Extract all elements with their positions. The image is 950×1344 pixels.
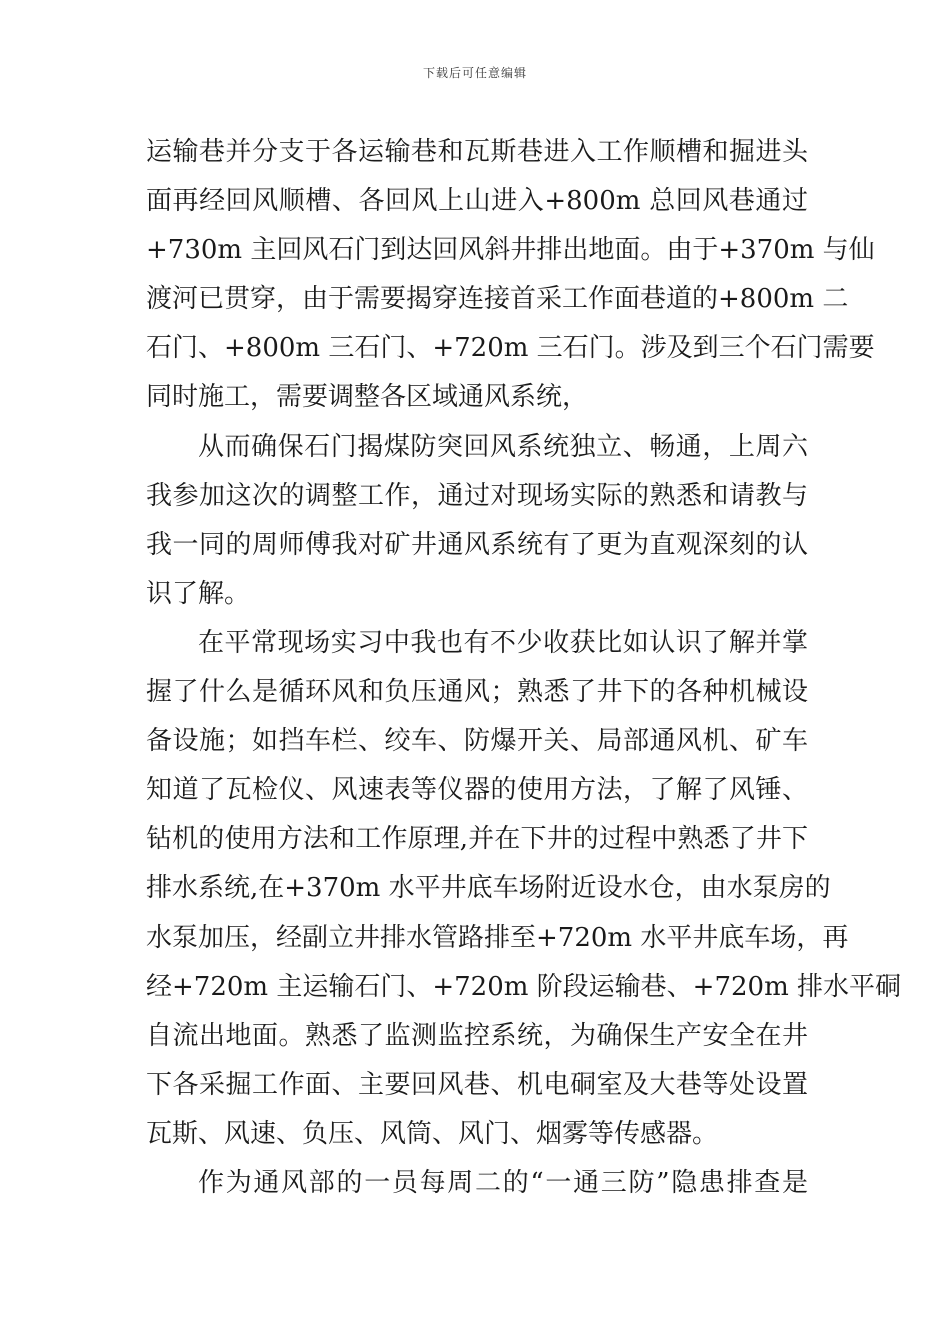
text-line: 面再经回风顺槽、各回风上山进入+800m 总回风巷通过 <box>146 186 808 217</box>
text-line: 运输巷并分支于各运输巷和瓦斯巷进入工作顺槽和掘进头 <box>146 137 808 167</box>
text-line: 握了什么是循环风和负压通风；熟悉了井下的各种机械设 <box>146 677 808 708</box>
text-line: 石门、+800m 三石门、+720m 三石门。涉及到三个石门需要 <box>146 333 875 364</box>
text-line: 下各采掘工作面、主要回风巷、机电硐室及大巷等处设置 <box>146 1069 808 1100</box>
text-line: +730m 主回风石门到达回风斜井排出地面。由于+370m 与仙 <box>146 235 875 266</box>
text-line: 水泵加压，经副立井排水管路排至+720m 水平井底车场，再 <box>146 922 849 953</box>
text-line: 知道了瓦检仪、风速表等仪器的使用方法，了解了风锤、 <box>146 775 808 806</box>
text-line: 从而确保石门揭煤防突回风系统独立、畅通，上周六 <box>198 431 808 462</box>
text-line: 作为通风部的一员每周二的“一通三防”隐患排查是 <box>198 1167 808 1198</box>
text-line: 钻机的使用方法和工作原理,并在下井的过程中熟悉了井下 <box>146 824 808 855</box>
text-line: 我一同的周师傅我对矿井通风系统有了更为直观深刻的认 <box>146 529 808 560</box>
text-line: 经+720m 主运输石门、+720m 阶段运输巷、+720m 排水平硐 <box>146 971 901 1002</box>
text-line: 排水系统,在+370m 水平井底车场附近设水仓，由水泵房的 <box>146 873 831 904</box>
text-line: 识了解。 <box>146 578 251 609</box>
text-line: 我参加这次的调整工作，通过对现场实际的熟悉和请教与 <box>146 480 808 511</box>
text-line: 同时施工，需要调整各区域通风系统， <box>146 382 589 413</box>
page-header: 下载后可任意编辑 <box>422 66 527 80</box>
text-line: 渡河已贯穿，由于需要揭穿连接首采工作面巷道的+800m 二 <box>146 284 849 315</box>
text-line: 备设施；如挡车栏、绞车、防爆开关、局部通风机、矿车 <box>146 726 808 757</box>
text-line: 在平常现场实习中我也有不少收获比如认识了解并掌 <box>198 627 808 658</box>
text-line: 自流出地面。熟悉了监测监控系统，为确保生产安全在井 <box>146 1020 808 1051</box>
text-line: 瓦斯、风速、负压、风筒、风门、烟雾等传感器。 <box>146 1118 719 1149</box>
body-text <box>146 128 901 1208</box>
